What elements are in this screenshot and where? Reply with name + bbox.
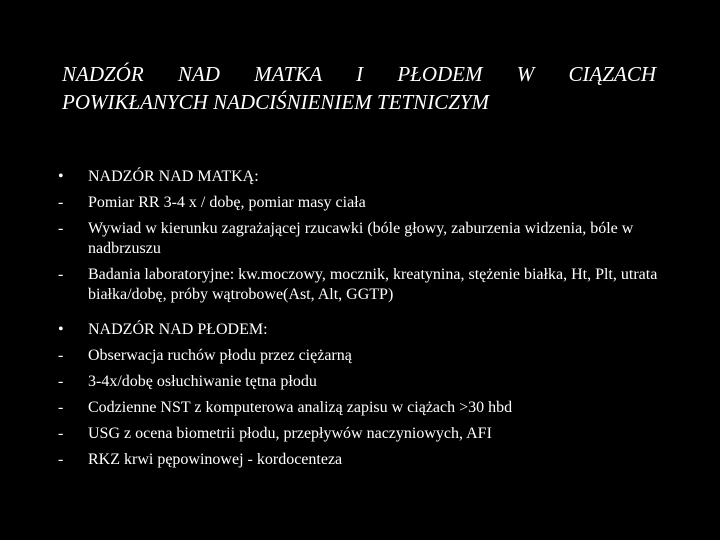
slide-title-line-2: POWIKŁANYCH NADCIŚNIENIEM TETNICZYM: [62, 90, 490, 114]
dash-marker: -: [58, 451, 64, 468]
dash-marker: -: [58, 399, 64, 416]
dash-marker: -: [58, 194, 64, 211]
list-item: [54, 369, 664, 395]
list-item: [54, 216, 664, 262]
dash-marker: -: [58, 266, 64, 283]
dash-marker: -: [58, 347, 64, 364]
list-item-text: NADZÓR NAD PŁODEM:: [88, 321, 268, 338]
list-item-text: USG z ocena biometrii płodu, przepływów naczyniowych, AFI: [88, 425, 492, 442]
list-item: [54, 190, 664, 216]
list-item-text: Obserwacja ruchów płodu przez ciężarną: [88, 347, 352, 364]
list-item-text: Pomiar RR 3-4 x / dobę, pomiar masy ciała: [88, 194, 366, 211]
maternal-monitoring-list: [54, 164, 664, 308]
list-item: [54, 421, 664, 447]
bullet-marker: •: [58, 321, 64, 338]
list-item-text: NADZÓR NAD MATKĄ:: [88, 168, 259, 185]
list-item: [54, 164, 664, 190]
list-item: [54, 262, 664, 308]
list-item-text: Wywiad w kierunku zagrażającej rzucawki (bóle głowy, zaburzenia widzenia, bóle w nadbrzuszu: [88, 220, 634, 257]
list-item-text: 3-4x/dobę osłuchiwanie tętna płodu: [88, 373, 317, 390]
list-item-text: RKZ krwi pępowinowej - kordocenteza: [88, 451, 343, 468]
dash-marker: -: [58, 220, 64, 237]
fetal-monitoring-list: [54, 317, 664, 473]
dash-marker: -: [58, 425, 64, 442]
list-item-text: Codzienne NST z komputerowa analizą zapisu w ciążach >30 hbd: [88, 399, 513, 416]
dash-marker: -: [58, 373, 64, 390]
list-item: [54, 343, 664, 369]
list-item: [54, 395, 664, 421]
slide-body: [54, 164, 664, 473]
list-item: [54, 447, 664, 473]
list-item: [54, 317, 664, 343]
bullet-marker: •: [58, 168, 64, 185]
slide-title-line-1: NADZÓR NAD MATKA I PŁODEM W CIĄZACH: [62, 62, 656, 86]
list-item-text: Badania laboratoryjne: kw.moczowy, mocznik, kreatynina, stężenie białka, Ht, Plt, utrata białka/dobę, próby wątrobowe(Ast, Alt, GGTP): [88, 266, 658, 303]
slide-title: [62, 60, 656, 116]
